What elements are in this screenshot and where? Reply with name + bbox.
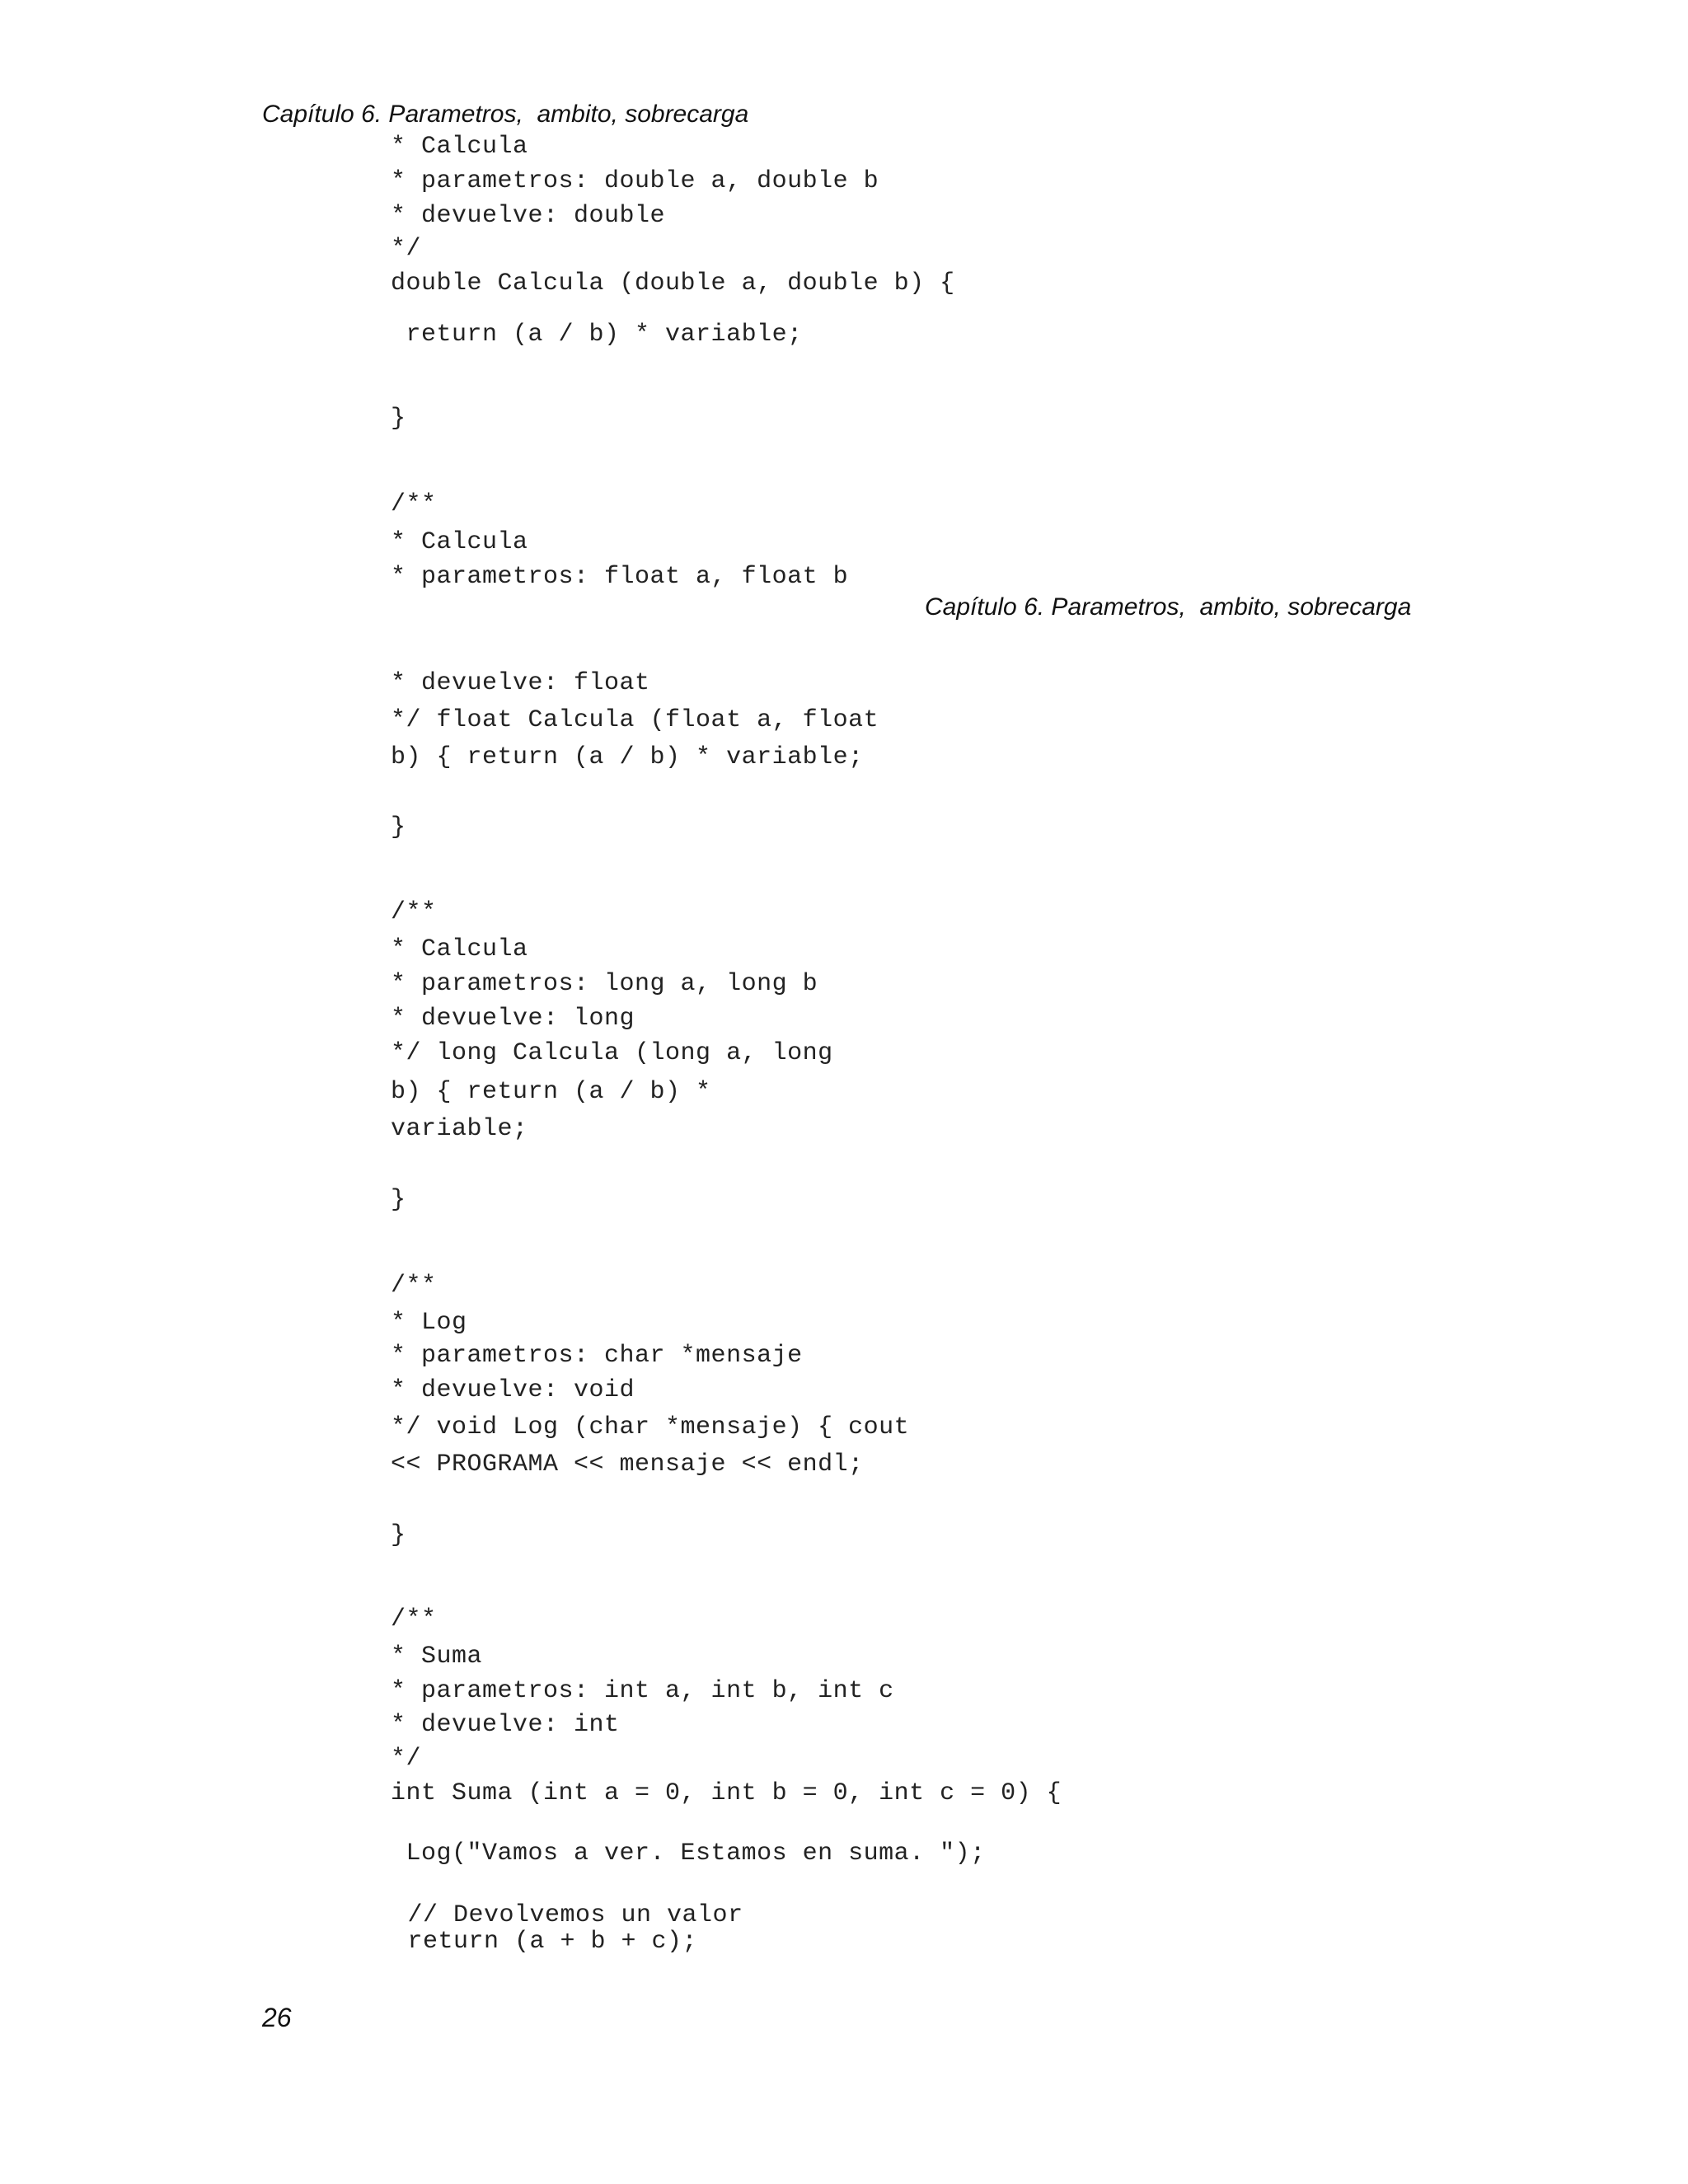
running-header-right: Capítulo 6. Parametros, ambito, sobrecarga <box>925 593 1412 621</box>
code-line: b) { return (a / b) * variable; <box>391 743 864 771</box>
code-line: * devuelve: float <box>391 669 650 697</box>
code-line: */ <box>391 235 422 263</box>
code-line: << PROGRAMA << mensaje << endl; <box>391 1451 864 1479</box>
code-line: } <box>391 1186 406 1214</box>
code-line: } <box>391 405 406 433</box>
code-line: /** <box>391 490 437 518</box>
code-line: int Suma (int a = 0, int b = 0, int c = 0) { <box>391 1779 1062 1807</box>
code-line: * parametros: char *mensaje <box>391 1342 803 1370</box>
code-line: b) { return (a / b) * <box>391 1078 711 1106</box>
code-line: */ void Log (char *mensaje) { cout <box>391 1413 910 1441</box>
code-line: * Log <box>391 1309 467 1337</box>
running-header-left: Capítulo 6. Parametros, ambito, sobrecarga <box>262 101 749 128</box>
page-number: 26 <box>262 2003 292 2032</box>
code-line: * Calcula <box>391 133 528 161</box>
code-line: * devuelve: double <box>391 202 666 230</box>
code-line: } <box>391 1521 406 1549</box>
code-line: /** <box>391 1605 437 1633</box>
code-line: * parametros: double a, double b <box>391 167 879 195</box>
code-line: /** <box>391 898 437 926</box>
code-line: * devuelve: void <box>391 1376 635 1404</box>
code-line: Log("Vamos a ver. Estamos en suma. "); <box>391 1840 986 1868</box>
code-line: return (a + b + c); <box>392 1928 698 1956</box>
code-line: /** <box>391 1272 437 1300</box>
code-line: * devuelve: long <box>391 1005 635 1033</box>
code-line: * Suma <box>391 1643 483 1671</box>
code-line: * parametros: float a, float b <box>391 563 849 591</box>
code-line: } <box>391 813 406 841</box>
code-line: * parametros: long a, long b <box>391 970 818 998</box>
code-line: * devuelve: int <box>391 1711 620 1739</box>
code-line: * Calcula <box>391 935 528 963</box>
code-line: * parametros: int a, int b, int c <box>391 1677 894 1705</box>
code-line: double Calcula (double a, double b) { <box>391 269 955 298</box>
code-line: // Devolvemos un valor <box>392 1901 743 1929</box>
code-line: */ float Calcula (float a, float <box>391 706 879 734</box>
code-line: variable; <box>391 1115 528 1143</box>
code-line: */ long Calcula (long a, long <box>391 1039 833 1067</box>
code-line: * Calcula <box>391 528 528 556</box>
code-line: return (a / b) * variable; <box>391 321 803 349</box>
code-line: */ <box>391 1745 422 1773</box>
